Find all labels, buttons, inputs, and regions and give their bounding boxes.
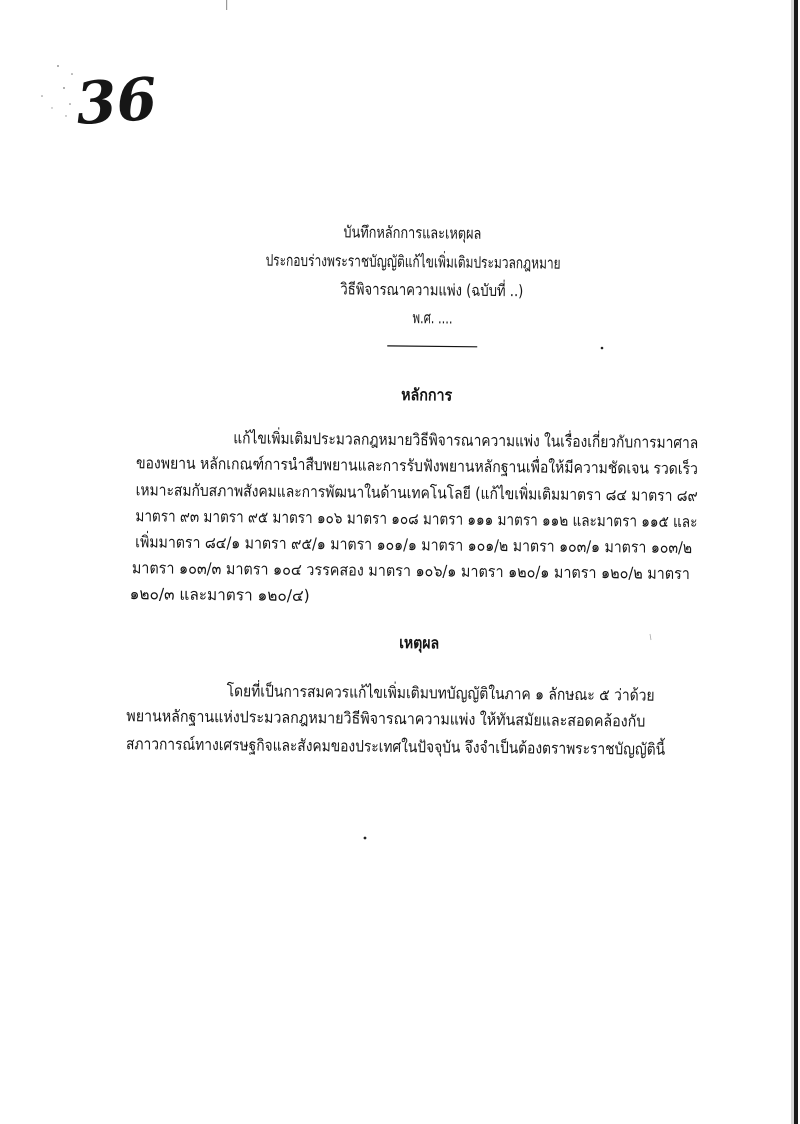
scan-right-edge-blur xyxy=(791,0,794,1124)
principle-paragraph-line: แก้ไขเพิ่มเติมประมวลกฎหมายวิธีพิจารณาความแพ่ง ในเรื่องเกี่ยวกับการมาศาล xyxy=(233,428,775,453)
principle-paragraph-line: เพิ่มมาตรา ๘๔/๑ มาตรา ๙๕/๑ มาตรา ๑๐๑/๑ มาตรา ๑๐๑/๒ มาตรา ๑๐๓/๑ มาตรา ๑๐๓/๒ xyxy=(135,532,767,558)
title-line: วิธีพิจารณาความแพ่ง (ฉบับที่ ..) xyxy=(340,279,563,301)
speck xyxy=(364,837,367,840)
title-line: บันทึกหลักการและเหตุผล xyxy=(343,222,517,244)
speck xyxy=(71,73,73,75)
speck xyxy=(63,87,65,89)
speck xyxy=(65,115,66,116)
reason-heading: เหตุผล xyxy=(399,632,445,653)
principle-paragraph-line: ของพยาน หลักเกณฑ์การนำสืบพยานและการรับฟังพยานหลักฐานเพื่อให้มีความชัดเจน รวดเร็ว xyxy=(135,453,780,479)
scan-top-tick xyxy=(226,0,227,10)
scan-right-edge-shadow xyxy=(794,0,798,1124)
reason-paragraph-line: พยานหลักฐานแห่งประมวลกฎหมายวิธีพิจารณาความแพ่ง ให้ทันสมัยและสอดคล้องกับ xyxy=(126,706,710,732)
principle-paragraph-line: ๑๒๐/๓ และมาตรา ๑๒๐/๔) xyxy=(129,584,318,606)
speck xyxy=(41,95,43,97)
reason-paragraph-line: โดยที่เป็นการสมควรแก้ไขเพิ่มเติมบทบัญญัติในภาค ๑ ลักษณะ ๕ ว่าด้วย xyxy=(226,681,721,706)
principle-paragraph-line: มาตรา ๑๐๓/๓ มาตรา ๑๐๔ วรรคสอง มาตรา ๑๐๖/๑ มาตรา ๑๒๐/๑ มาตรา ๑๒๐/๒ มาตรา xyxy=(131,558,755,584)
speck xyxy=(601,347,604,350)
speck xyxy=(57,65,59,67)
speck xyxy=(51,107,52,108)
handwritten-page-number: 36 xyxy=(73,64,160,139)
principle-paragraph-line: มาตรา ๙๓ มาตรา ๙๕ มาตรา ๑๐๖ มาตรา ๑๐๘ มาตรา ๑๑๑ มาตรา ๑๑๒ และมาตรา ๑๑๕ และ xyxy=(135,506,800,533)
principle-paragraph-line: เหมาะสมกับสภาพสังคมและการพัฒนาในด้านเทคโนโลยี (แก้ไขเพิ่มเติมมาตรา ๘๔ มาตรา ๘๙ xyxy=(135,480,785,507)
principle-heading: หลักการ xyxy=(401,385,459,405)
reason-paragraph-line: สภาวการณ์ทางเศรษฐกิจและสังคมของประเทศในปัจจุบัน จึงจำเป็นต้องตราพระราชบัญญัตินี้ xyxy=(125,734,753,760)
speck xyxy=(69,103,71,105)
title-line: พ.ศ. .... xyxy=(412,308,469,328)
title-line: ประกอบร่างพระราชบัญญัติแก้ไขเพิ่มเติมประมวลกฎหมาย xyxy=(265,250,661,274)
